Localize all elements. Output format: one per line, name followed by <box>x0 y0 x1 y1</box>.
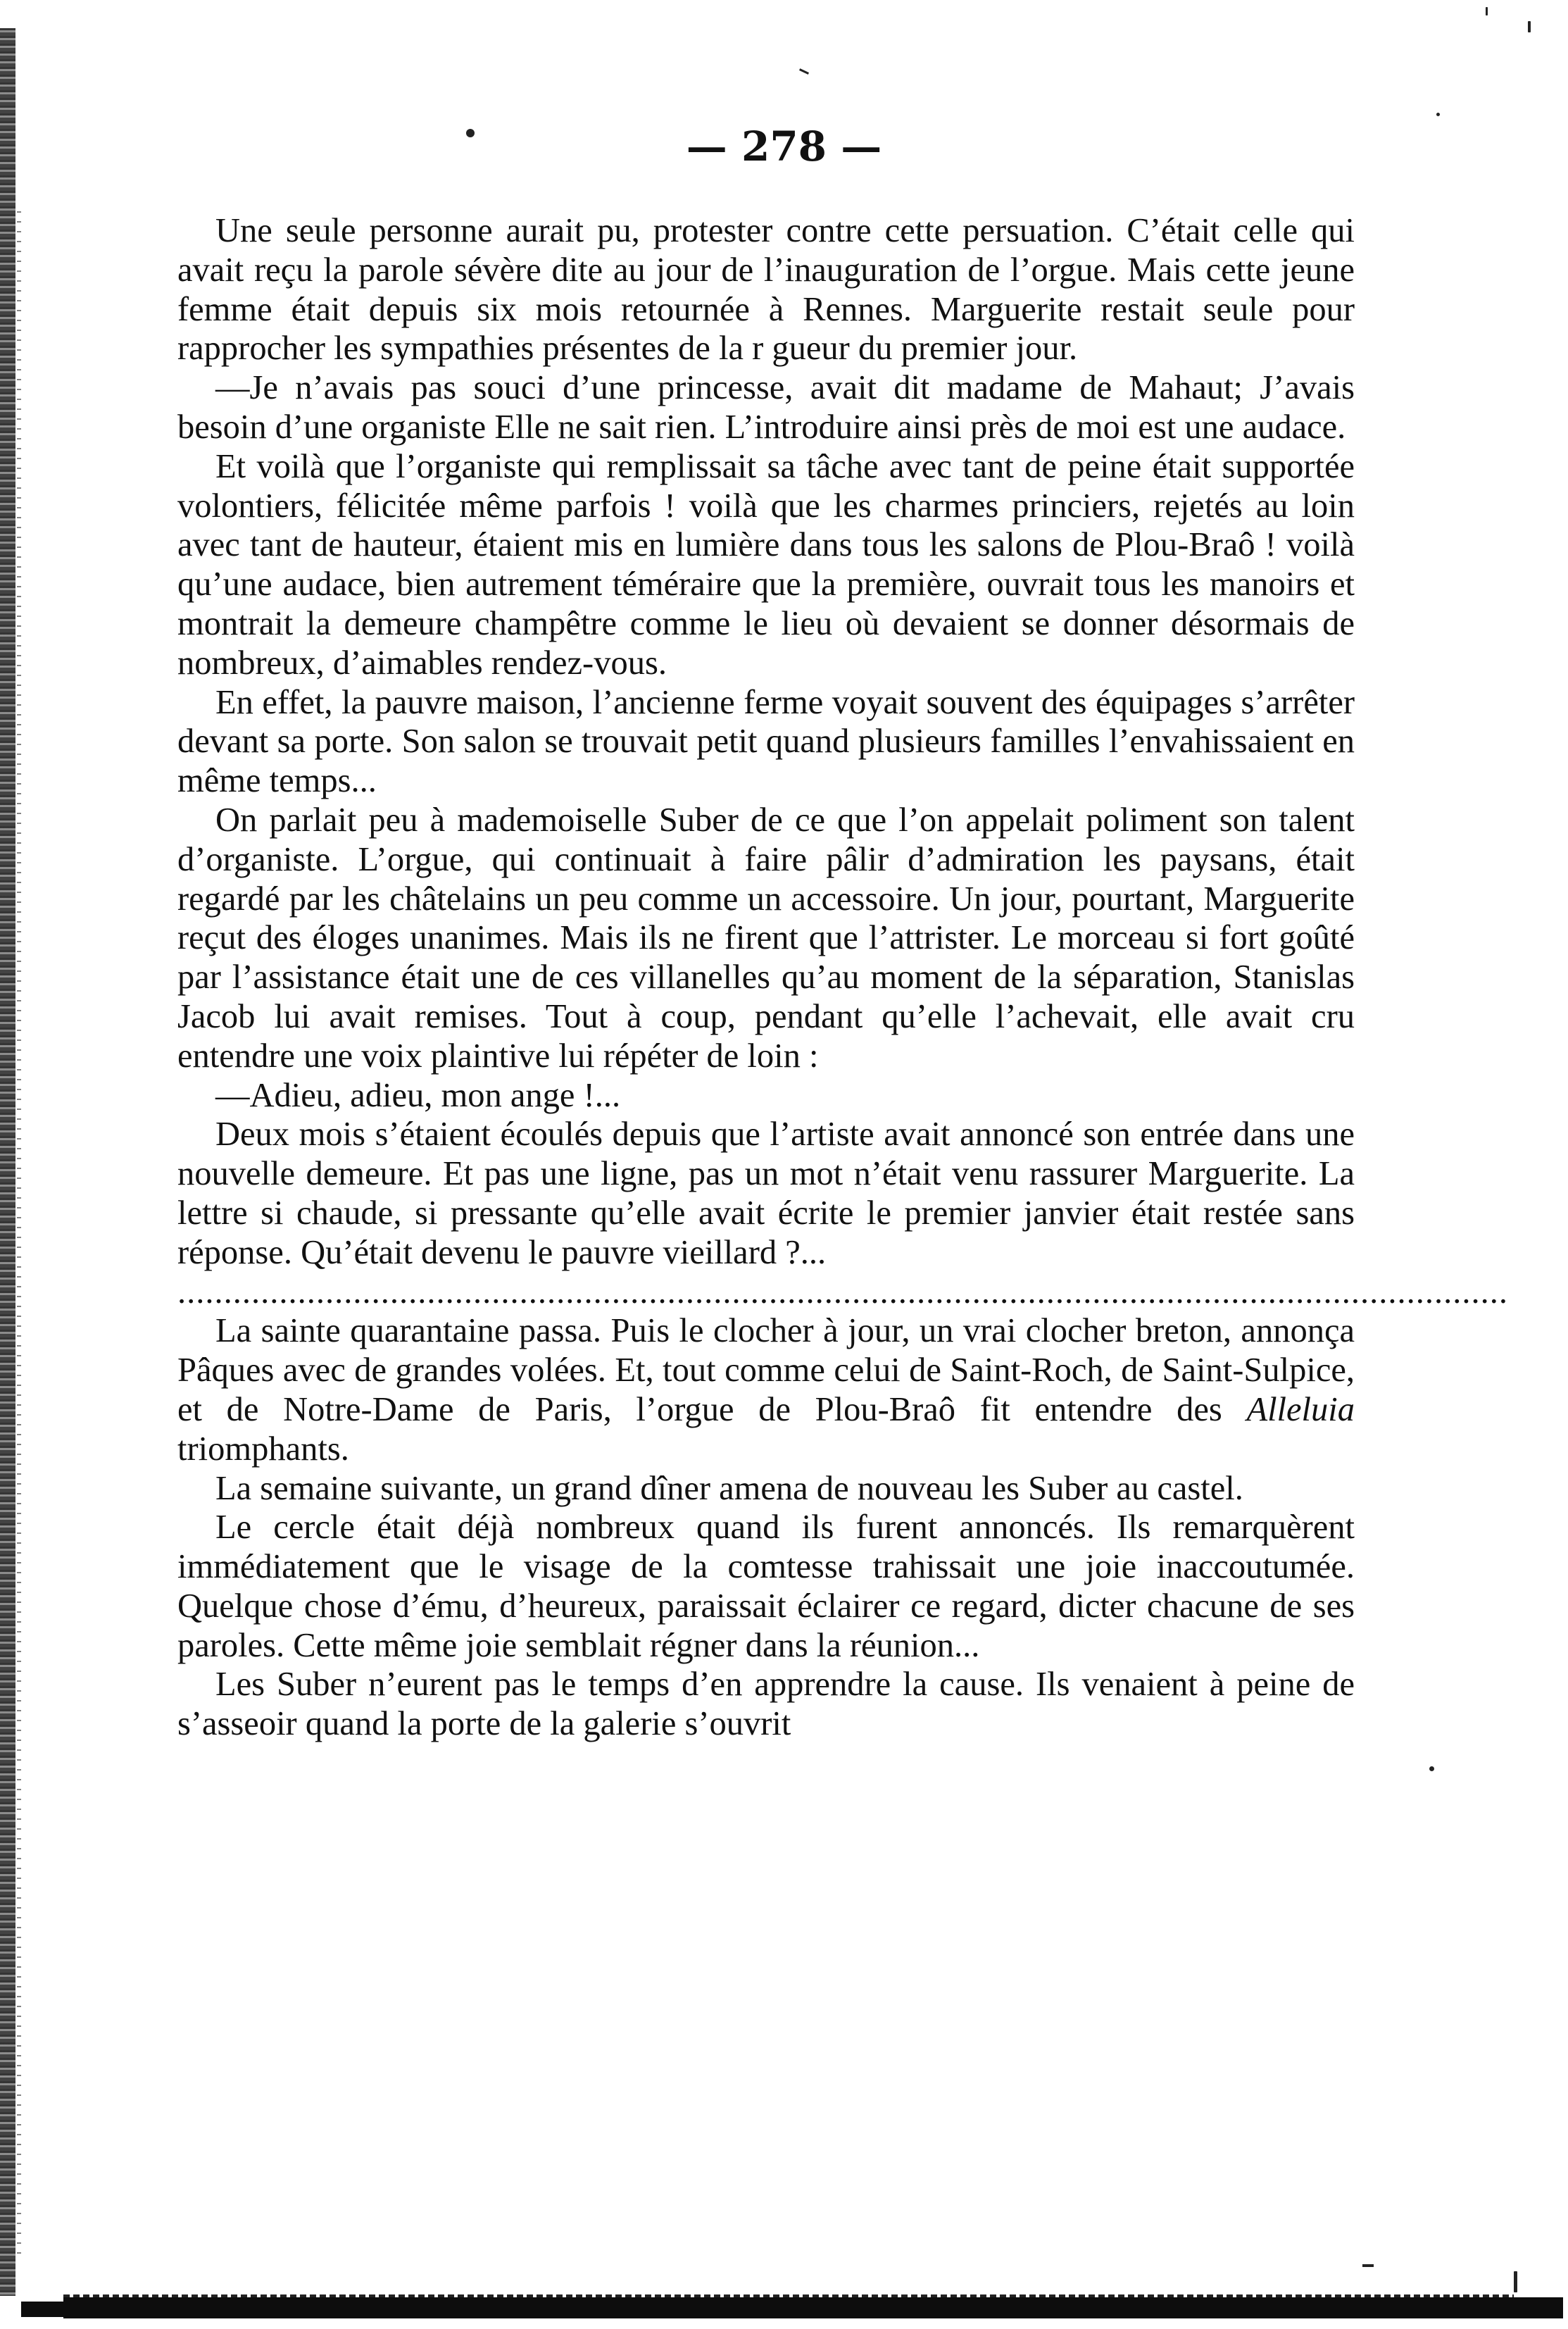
paragraph: Une seule personne aurait pu, protester contre cette persuation. C’était celle qui avait reçu la parole sévère dite au jour de l’inauguration de l’orgue. Mais cette jeune femme était depuis six mois retournée à Rennes. Marguerite restait seule pour rapprocher les sympathies présentes de la r gueur du premier jour. <box>177 212 1355 368</box>
paragraph: Et voilà que l’organiste qui remplissait sa tâche avec tant de peine était supportée volontiers, félicitée même parfois ! voilà que les charmes princiers, rejetés au loin avec tant de hauteur, étaient mis en lumière dans tous les salons de Plou-Braô ! voilà qu’une audace, bien autrement téméraire que la première, ouvrait tous les manoirs et montrait la demeure champêtre comme le lieu où devaient se donner désormais de nombreux, d’aimables rendez-vous. <box>177 447 1355 682</box>
paragraph: Les Suber n’eurent pas le temps d’en apprendre la cause. Ils venaient à peine de s’asseoir quand la porte de la galerie s’ouvrit <box>177 1666 1355 1743</box>
scan-speck <box>1514 2271 1517 2292</box>
page-body <box>177 211 1508 1744</box>
italic-word: Alleluia <box>1246 1390 1355 1428</box>
paragraph: On parlait peu à mademoiselle Suber de ce que l’on appelait poliment son talent d’organiste. L’orgue, qui continuait à faire pâlir d’admiration les paysans, était regardé par les châtelains un peu comme un accessoire. Un jour, pourtant, Marguerite reçut des éloges unanimes. Mais ils ne firent que l’attrister. Le morceau si fort goûté par l’assistance était une de ces villanelles qu’au moment de la séparation, Stanislas Jacob lui avait remises. Tout à coup, pendant qu’elle l’achevait, elle avait cru entendre une voix plaintive lui répéter de loin : <box>177 801 1355 1075</box>
paragraph: La semaine suivante, un grand dîner amena de nouveau les Suber au castel. <box>215 1469 1243 1507</box>
section-separator: ................................................................................................................................................ <box>177 1273 1508 1311</box>
paragraph <box>177 1311 1355 1468</box>
paragraph-text: triomphants. <box>177 1430 349 1468</box>
paragraph-text: La sainte quarantaine passa. Puis le clocher à jour, un vrai clocher breton, annonça Pâques avec de grandes volées. Et, tout comme celui de Saint-Roch, de Saint-Sulpice, et de Notre-Dame de Paris, l’orgue de Plou-Braô fit entendre des <box>177 1312 1355 1428</box>
scan-speck <box>1362 2264 1374 2267</box>
scan-speck <box>1436 113 1440 116</box>
paragraph: Deux mois s’étaient écoulés depuis que l’artiste avait annoncé son entrée dans une nouvelle demeure. Et pas une ligne, pas un mot n’était venu rassurer Marguerite. La lettre si chaude, si pressante qu’elle avait écrite le premier janvier était restée sans réponse. Qu’était devenu le pauvre vieillard ?... <box>177 1116 1355 1271</box>
scan-speck <box>1429 1766 1434 1771</box>
paragraph: —Je n’avais pas souci d’une princesse, avait dit madame de Mahaut; J’avais besoin d’une organiste Elle ne sait rien. L’introduire ainsi près de moi est une audace. <box>177 369 1355 446</box>
paragraph: Le cercle était déjà nombreux quand ils furent annoncés. Ils remarquèrent immédiatement que le visage de la comtesse trahissait une joie inaccoutumée. Quelque chose d’ému, d’heureux, paraissait éclairer ce regard, dicter chacune de ses paroles. Cette même joie semblait régner dans la réunion... <box>177 1509 1355 1664</box>
scanned-bottom-edge <box>63 2297 1563 2318</box>
scan-speck <box>799 68 809 75</box>
scanned-binding-edge <box>0 28 15 2296</box>
scan-speck <box>1486 7 1488 15</box>
page-number: — 278 — <box>686 123 882 170</box>
paragraph: —Adieu, adieu, mon ange !... <box>215 1076 621 1114</box>
scanned-binding-shadow <box>17 211 21 2254</box>
scan-speck <box>1528 21 1531 32</box>
paragraph: En effet, la pauvre maison, l’ancienne ferme voyait souvent des équipages s’arrêter devant sa porte. Son salon se trouvait petit quand plusieurs familles l’envahissaient en même temps... <box>177 683 1355 800</box>
